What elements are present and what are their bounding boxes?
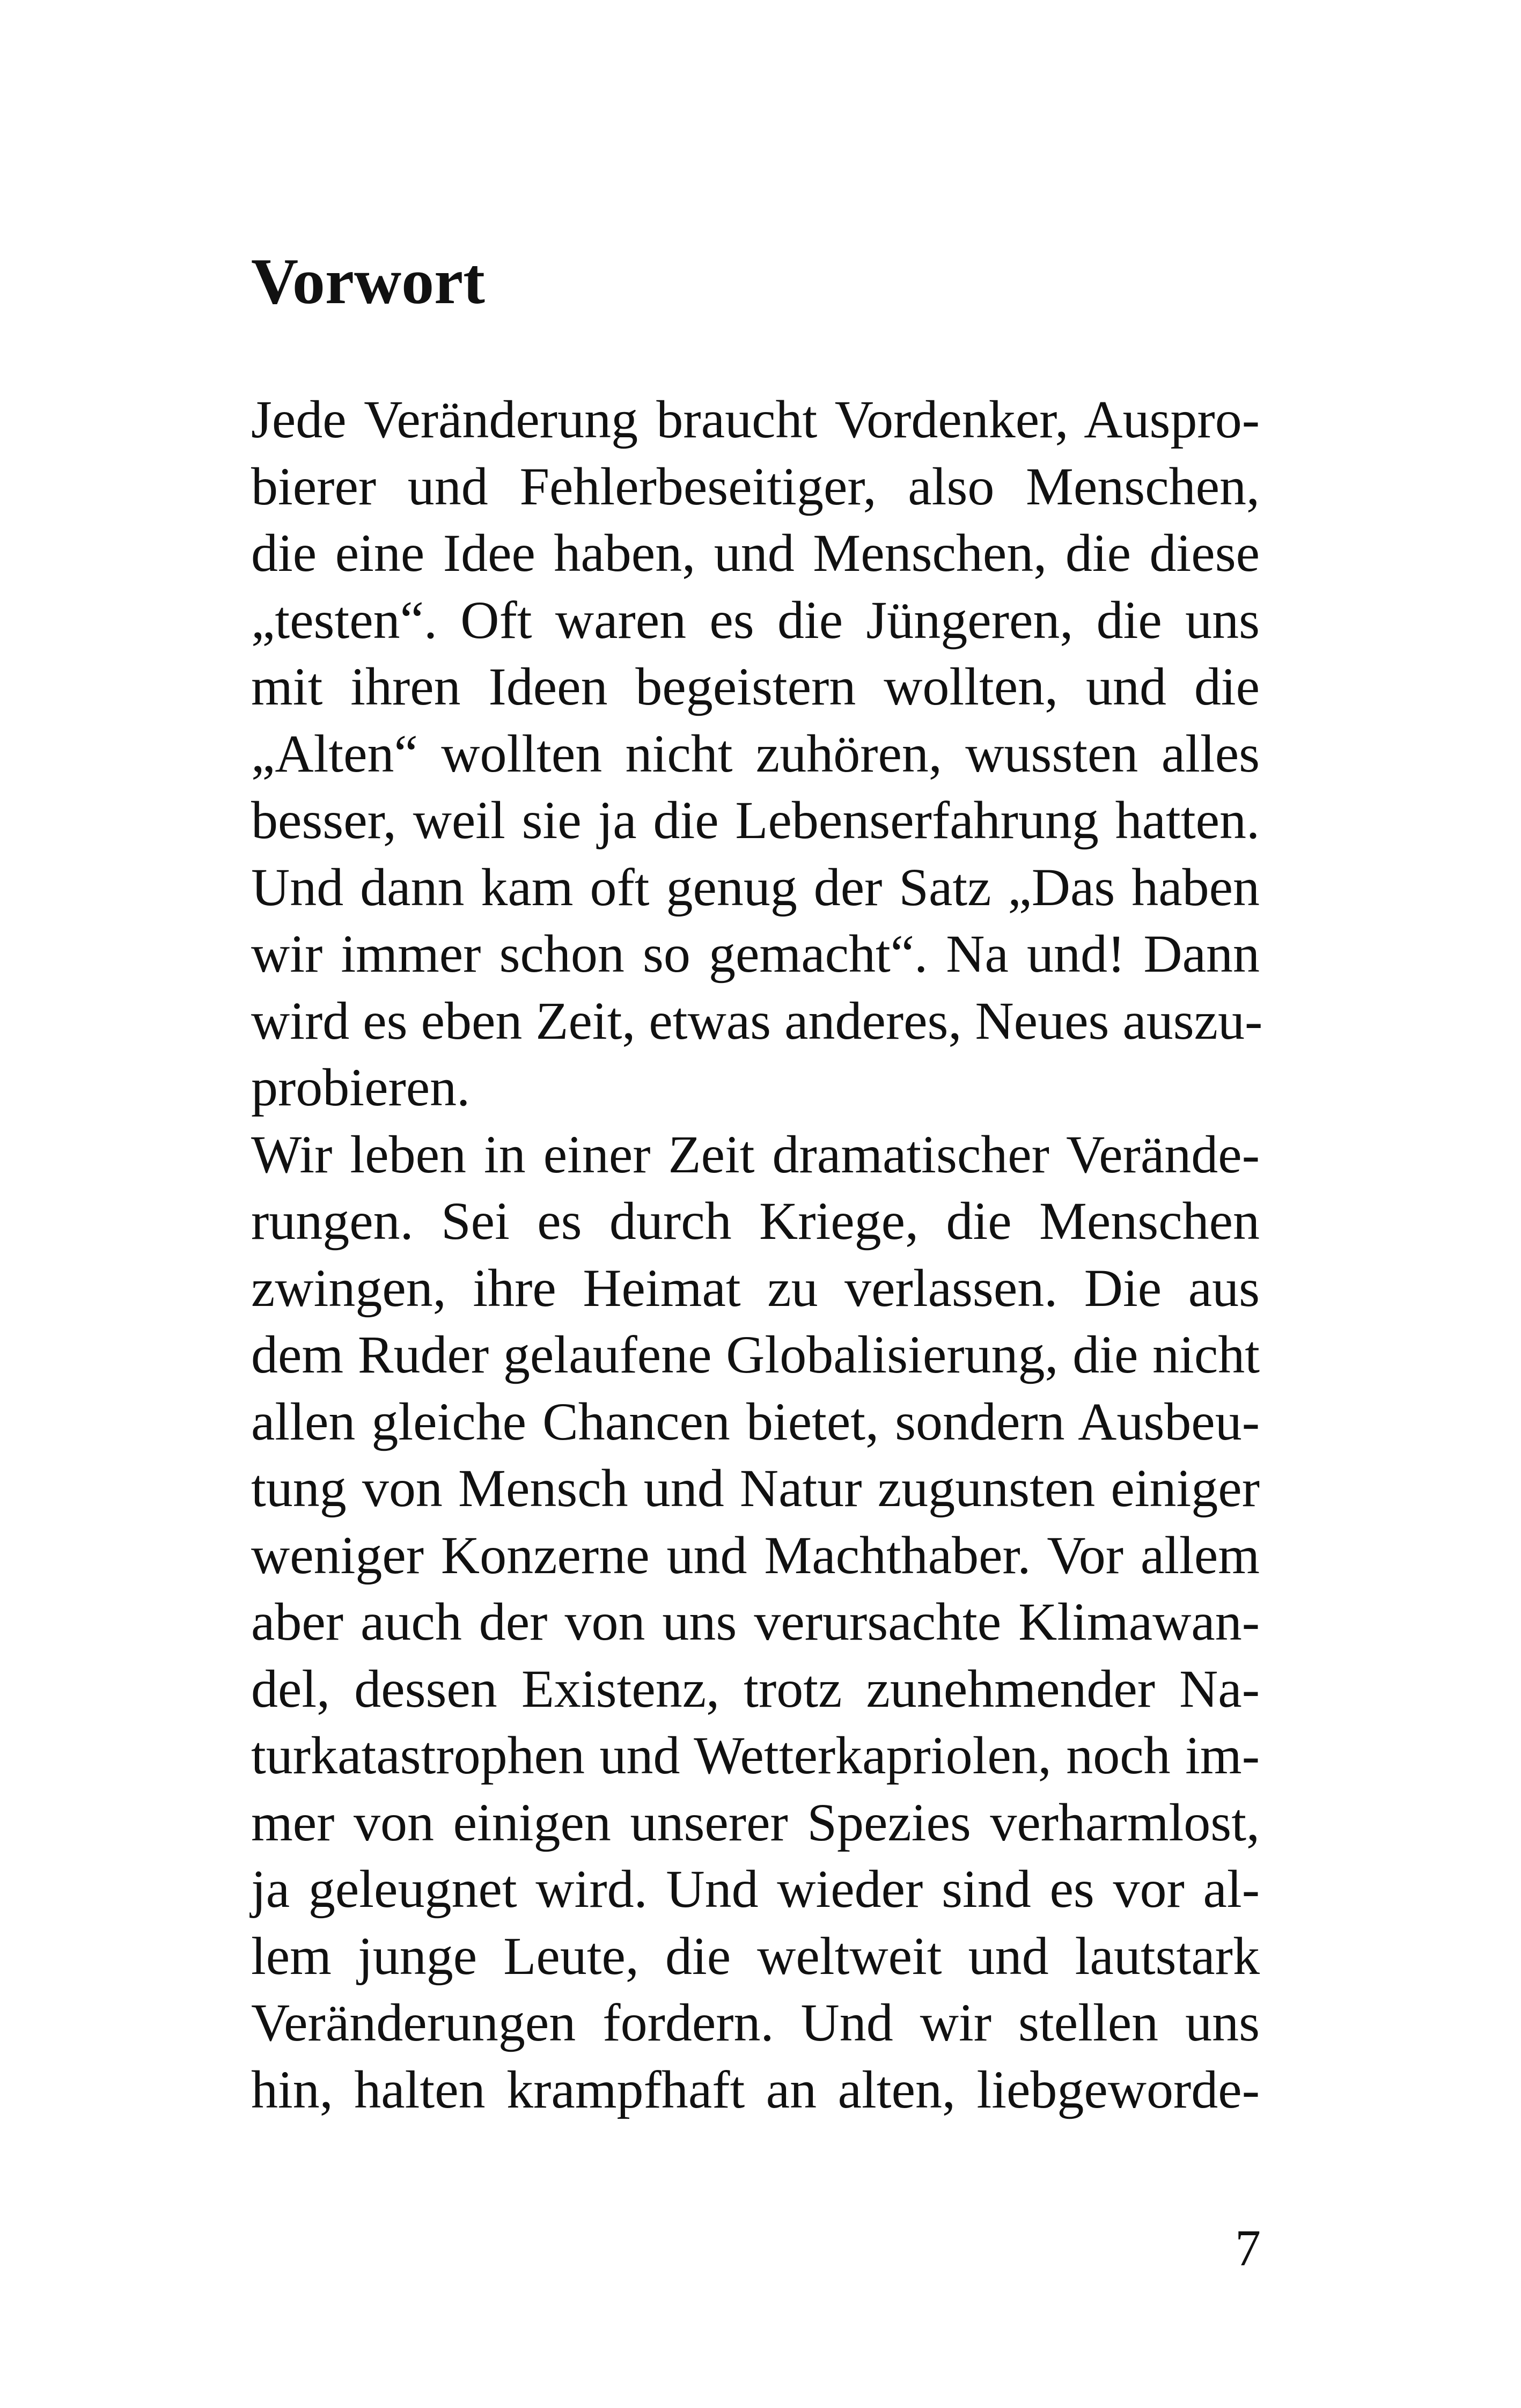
text-line: mit ihren Ideen begeistern wollten, und die: [251, 657, 1260, 716]
text-line: rungen. Sei es durch Kriege, die Menschen: [251, 1191, 1260, 1251]
text-line: Veränderungen fordern. Und wir stellen uns: [251, 1993, 1260, 2052]
text-line: bierer und Fehlerbeseitiger, also Menschen,: [251, 456, 1260, 516]
page-number: 7: [1235, 2219, 1261, 2277]
body-text: [251, 386, 1263, 2123]
text-line: wird es eben Zeit, etwas anderes, Neues auszu-: [251, 990, 1263, 1051]
text-line: Wir leben in einer Zeit dramatischer Verände-: [251, 1124, 1260, 1184]
text-line: turkatastrophen und Wetterkapriolen, noch im-: [251, 1726, 1260, 1785]
chapter-heading: Vorwort: [251, 245, 485, 318]
text-line: hin, halten krampfhaft an alten, liebgeworde-: [251, 2059, 1260, 2119]
text-line: aber auch der von uns verursachte Klimawan-: [251, 1592, 1260, 1651]
text-line: die eine Idee haben, und Menschen, die diese: [251, 523, 1260, 583]
text-line: Und dann kam oft genug der Satz „Das haben: [251, 857, 1260, 917]
text-line: ja geleugnet wird. Und wieder sind es vor al-: [251, 1859, 1260, 1919]
text-line: weniger Konzerne und Machthaber. Vor allem: [251, 1525, 1260, 1585]
text-line: wir immer schon so gemacht“. Na und! Dann: [251, 924, 1260, 983]
text-line: del, dessen Existenz, trotz zunehmender Na-: [251, 1658, 1260, 1719]
text-line: Jede Veränderung braucht Vordenker, Auspro-: [251, 390, 1260, 449]
text-line: allen gleiche Chancen bietet, sondern Ausbeu-: [251, 1391, 1260, 1451]
text-line: dem Ruder gelaufene Globalisierung, die nicht: [251, 1325, 1260, 1384]
text-line: tung von Mensch und Natur zugunsten einiger: [251, 1458, 1260, 1518]
text-line: besser, weil sie ja die Lebenserfahrung hatten.: [251, 790, 1260, 850]
text-line: „Alten“ wollten nicht zuhören, wussten alles: [251, 723, 1260, 783]
text-line: „testen“. Oft waren es die Jüngeren, die uns: [251, 590, 1260, 650]
text-line: lem junge Leute, die weltweit und lautstark: [251, 1926, 1260, 1986]
text-line: probieren.: [251, 1058, 471, 1117]
text-line: mer von einigen unserer Spezies verharmlost,: [251, 1792, 1260, 1852]
text-line: zwingen, ihre Heimat zu verlassen. Die aus: [251, 1258, 1260, 1318]
